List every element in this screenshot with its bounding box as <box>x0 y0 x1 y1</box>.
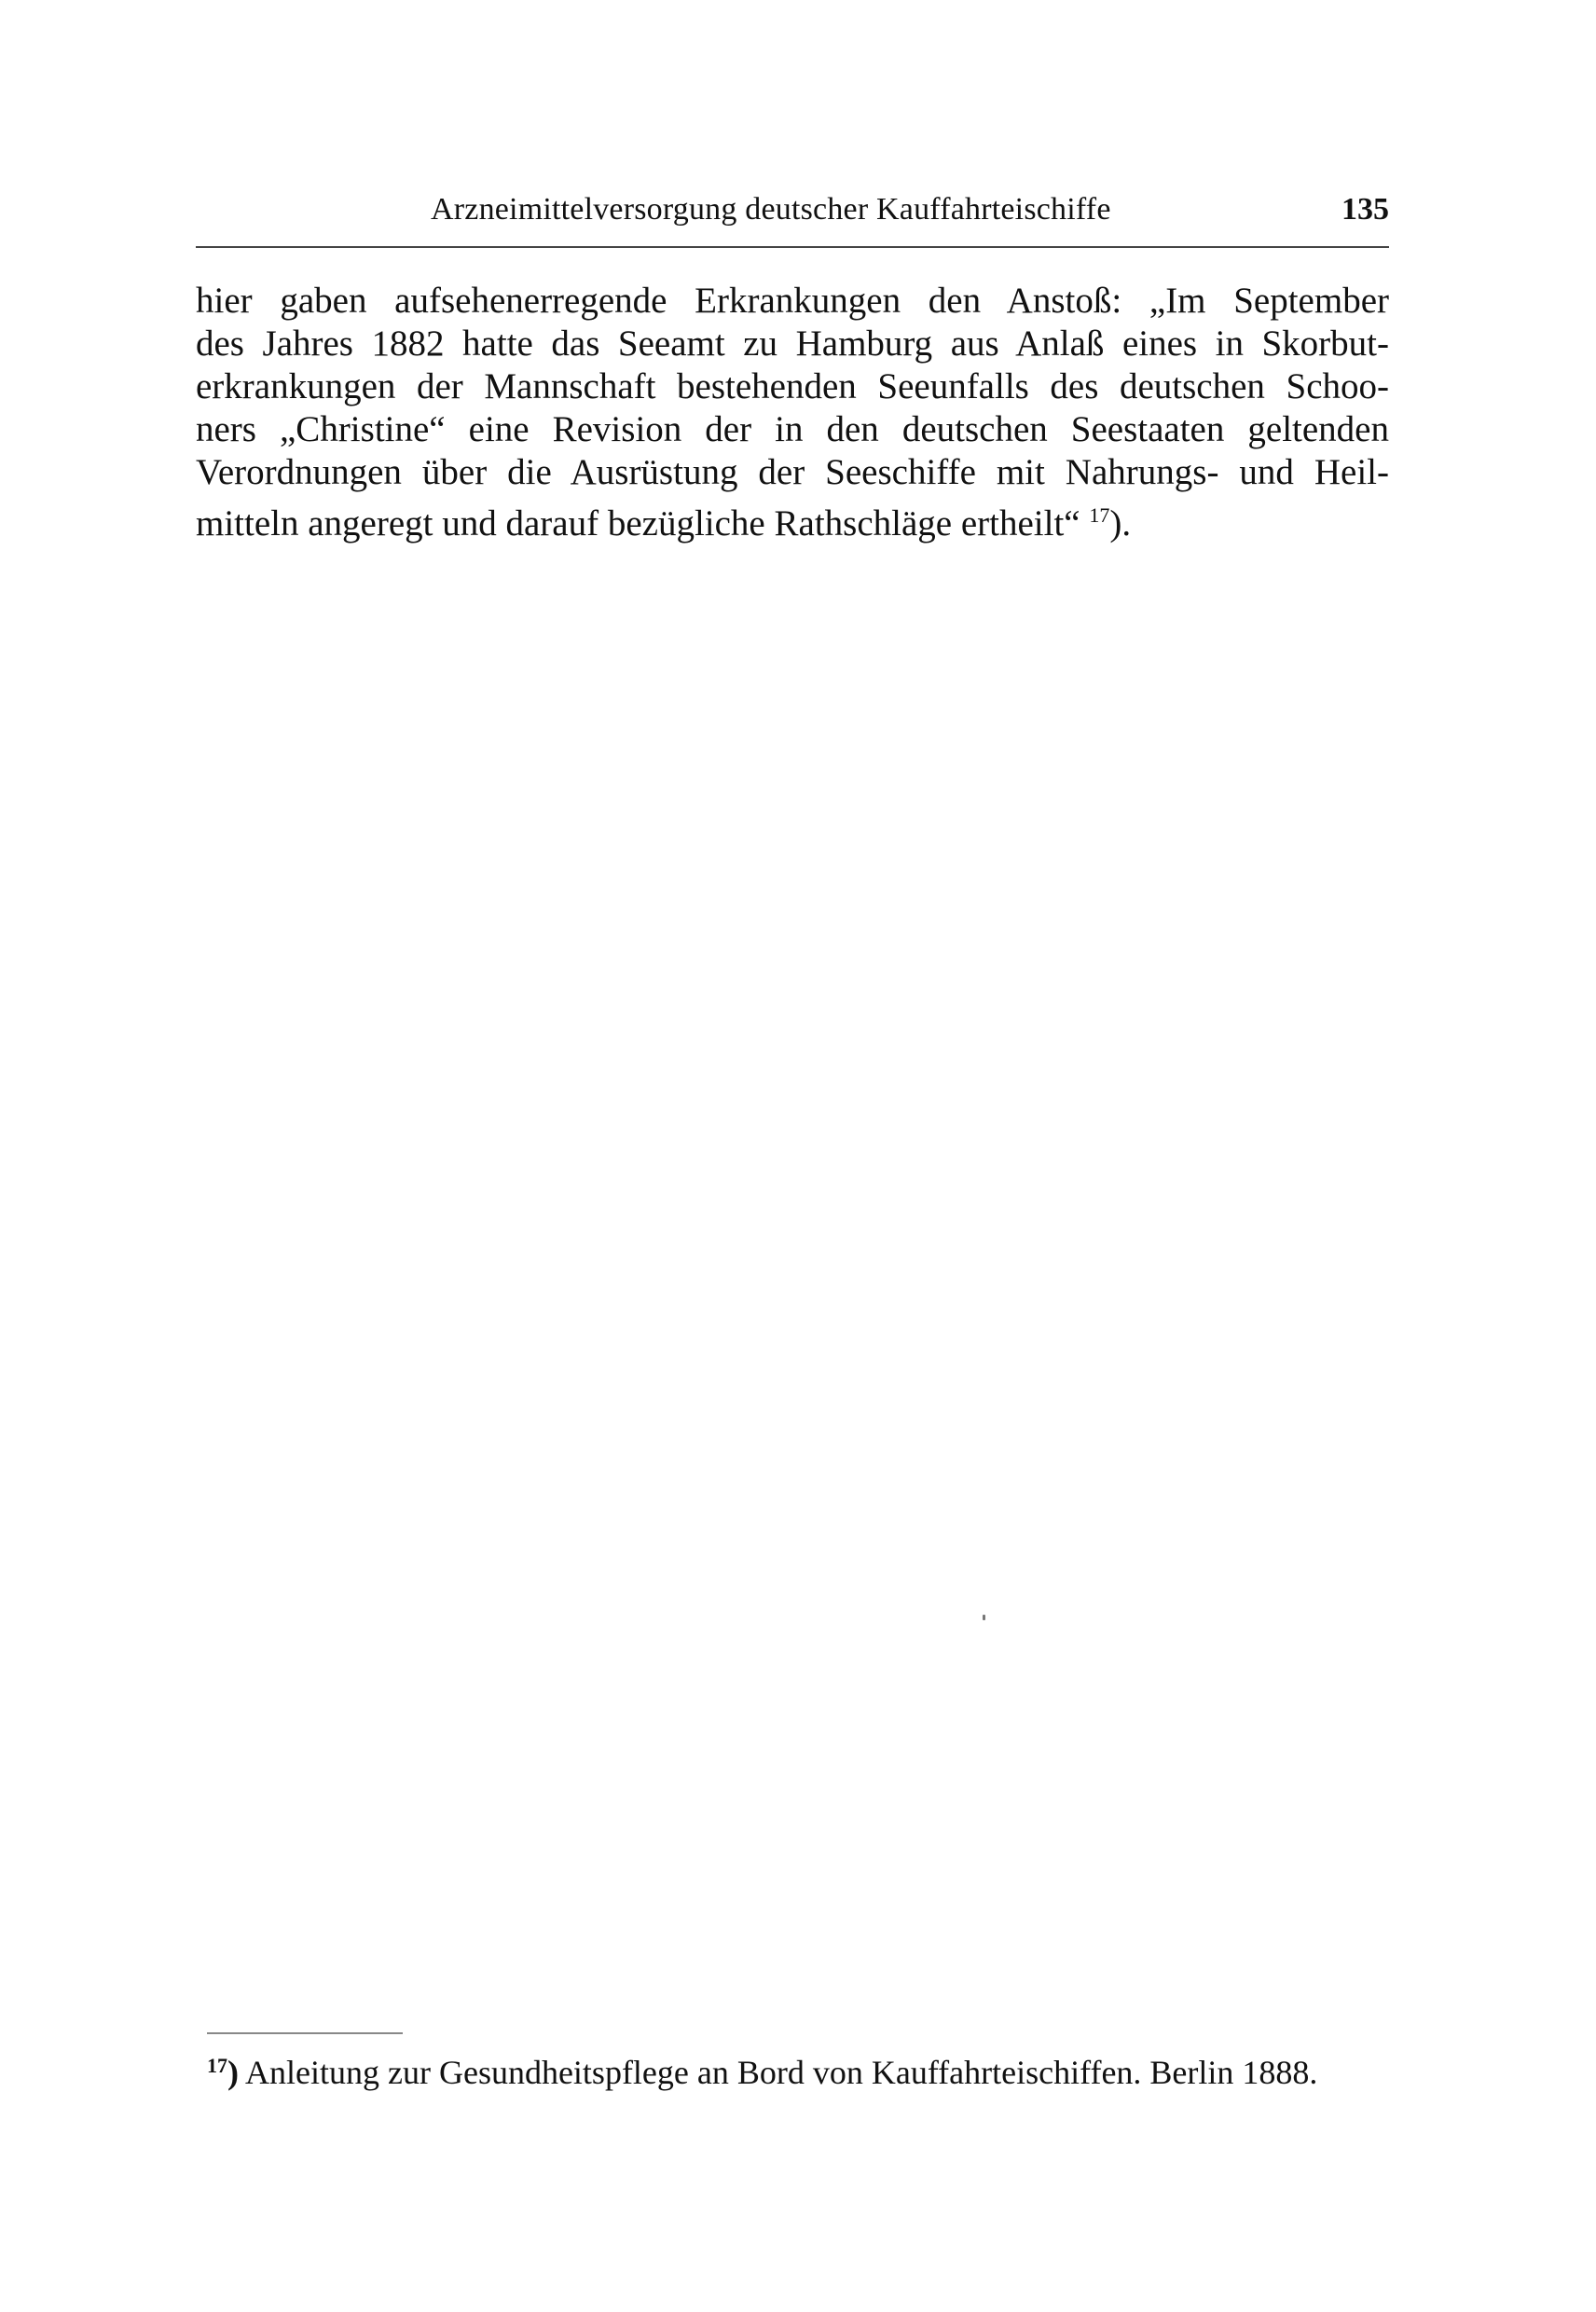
page-number: 135 <box>1341 192 1389 227</box>
header-rule <box>196 246 1389 248</box>
footnote <box>207 2044 1389 2095</box>
body-paragraph <box>196 280 1389 544</box>
running-head <box>196 186 1389 233</box>
body-line: hier gaben aufsehenerregende Erkrankungen den Anstoß: „Im September <box>196 281 1389 321</box>
body-line: Verordnungen über die Ausrüstung der Seeschiffe mit Nahrungs- und Heil- <box>196 452 1389 492</box>
body-line-last <box>196 494 1389 544</box>
footnote-text: Anleitung zur Gesundheitspflege an Bord von Kauffahrteischiffen. Berlin 1888. <box>245 2054 1318 2091</box>
footnote-rule <box>207 2032 403 2034</box>
footnote-reference: 17 <box>1089 503 1110 527</box>
body-line-text: mitteln angeregt und darauf bezügliche Rathschläge ertheilt“ <box>196 503 1080 544</box>
footnote-marker: 17 <box>207 2054 227 2077</box>
running-title: Arzneimittelversorgung deutscher Kauffahrteischiffe <box>431 192 1111 227</box>
print-speck <box>983 1615 985 1620</box>
body-line-tail: ). <box>1109 503 1132 544</box>
body-line: erkrankungen der Mannschaft bestehenden Seeunfalls des deutschen Schoo- <box>196 366 1389 406</box>
footnote-marker-paren: ) <box>227 2054 239 2091</box>
body-line: ners „Christine“ eine Revision der in den deutschen Seestaaten geltenden <box>196 409 1389 449</box>
body-line: des Jahres 1882 hatte das Seeamt zu Hamburg aus Anlaß eines in Skorbut- <box>196 323 1389 364</box>
